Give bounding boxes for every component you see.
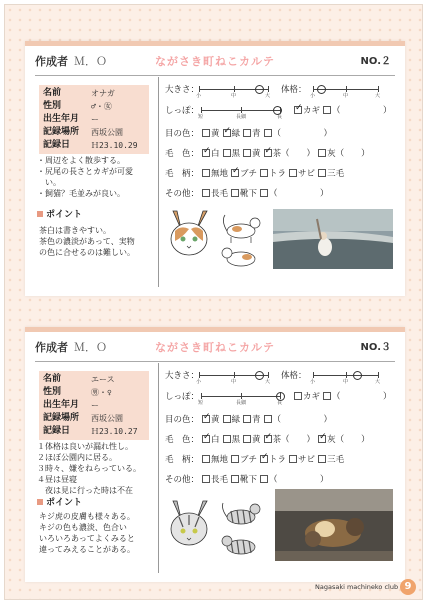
scale-label-longmid: 長細 bbox=[236, 114, 247, 120]
born-label: 出生年月 bbox=[43, 114, 80, 124]
option-label: 長毛 bbox=[211, 189, 229, 199]
body-scale bbox=[310, 369, 381, 385]
tail-extra: （ ） bbox=[332, 392, 392, 402]
point-label: ポイント bbox=[46, 498, 83, 508]
point-line: キジ虎の皮膚も様々ある。 bbox=[39, 512, 135, 521]
point-line: の色に合せるのは難しい。 bbox=[39, 248, 135, 257]
size-marker bbox=[255, 371, 264, 380]
scale-label-big: 大 bbox=[265, 379, 271, 385]
option-label: 無地 bbox=[211, 169, 229, 179]
option-label: 白 bbox=[211, 149, 220, 159]
option-label: 黄 bbox=[252, 435, 261, 445]
place-label: 記録場所 bbox=[43, 413, 80, 423]
born-value: ー bbox=[91, 115, 99, 124]
cat-card-1 bbox=[25, 41, 405, 296]
option-label: 長毛 bbox=[211, 475, 229, 485]
checkbox[interactable] bbox=[223, 129, 231, 137]
author-label: 作成者 bbox=[35, 55, 68, 68]
place-value: 西坂公園 bbox=[91, 128, 123, 137]
tail-row bbox=[165, 104, 199, 116]
option-label: （ ） bbox=[269, 189, 329, 199]
author-label: 作成者 bbox=[35, 341, 68, 354]
option-label: 緑 bbox=[231, 129, 241, 139]
checkbox[interactable] bbox=[260, 475, 268, 483]
other-row bbox=[165, 187, 329, 199]
point-label: ポイント bbox=[46, 210, 83, 220]
note-item: ３時々、嫌をねらっている。 bbox=[37, 464, 141, 473]
checkbox[interactable] bbox=[202, 169, 210, 177]
option-label: トラ bbox=[269, 455, 287, 465]
sex-label: 性別 bbox=[43, 101, 62, 111]
page-background bbox=[4, 4, 423, 600]
size-scale bbox=[196, 369, 271, 385]
place-value: 西坂公園 bbox=[91, 414, 123, 423]
checkbox[interactable] bbox=[243, 149, 251, 157]
checkbox[interactable] bbox=[202, 189, 210, 197]
fur-label: 毛 色： bbox=[165, 149, 200, 159]
card-number: NO.３ bbox=[360, 342, 391, 353]
born-value: ー bbox=[91, 401, 99, 410]
body-marker bbox=[353, 371, 362, 380]
tail-label: しっぽ： bbox=[165, 392, 200, 402]
checkbox[interactable] bbox=[318, 435, 326, 443]
option-label: 灰（ ） bbox=[327, 435, 370, 445]
checkbox[interactable] bbox=[202, 415, 210, 423]
checkbox[interactable] bbox=[264, 149, 272, 157]
point-text bbox=[39, 225, 157, 258]
note-item: ・飼猫？毛並みが良い。 bbox=[37, 189, 125, 198]
tail-extra: （ ） bbox=[332, 106, 392, 116]
checkbox[interactable] bbox=[294, 106, 302, 114]
body-scale bbox=[310, 83, 381, 99]
scale-label-long: 長 bbox=[277, 400, 283, 406]
scale-label-big: 大 bbox=[375, 379, 381, 385]
option-label: 茶（ ） bbox=[272, 435, 316, 445]
size-label: 大きさ： bbox=[165, 85, 200, 95]
size-row bbox=[165, 83, 199, 95]
scale-label-big: 大 bbox=[375, 93, 381, 99]
date-value: Ｈ23.10.27 bbox=[91, 427, 138, 436]
point-line: いろいろあってよくみると bbox=[39, 534, 135, 543]
column-divider bbox=[158, 363, 159, 573]
checkbox[interactable] bbox=[231, 455, 239, 463]
option-label: 灰（ ） bbox=[327, 149, 370, 159]
other-label: その他： bbox=[165, 475, 200, 485]
checkbox[interactable] bbox=[231, 475, 239, 483]
checkbox[interactable] bbox=[223, 435, 231, 443]
checkbox[interactable] bbox=[231, 169, 239, 177]
point-heading bbox=[37, 207, 82, 220]
eye-label: 目の色： bbox=[165, 415, 200, 425]
checkbox[interactable] bbox=[202, 475, 210, 483]
checkbox[interactable] bbox=[318, 455, 326, 463]
scale-label-long: 長 bbox=[277, 114, 283, 120]
scale-label-small: 小 bbox=[310, 93, 316, 99]
checkbox[interactable] bbox=[294, 392, 302, 400]
name-label: 名前 bbox=[43, 88, 62, 98]
pattern-label: 毛 柄： bbox=[165, 169, 200, 179]
checkbox[interactable] bbox=[318, 169, 326, 177]
note-item: ・尻尾の長さとカギが可愛 bbox=[37, 167, 133, 176]
checkbox[interactable] bbox=[243, 435, 251, 443]
scale-label-small: 小 bbox=[310, 379, 316, 385]
header-divider bbox=[35, 75, 395, 76]
card-title: ながさき町ねこカルテ bbox=[155, 341, 275, 354]
body-row bbox=[281, 83, 307, 95]
option-label: 黄 bbox=[211, 129, 220, 139]
checkbox[interactable] bbox=[323, 106, 331, 114]
sex-label: 性別 bbox=[43, 387, 62, 397]
option-label: 黒 bbox=[231, 149, 241, 159]
scale-label-mid: 中 bbox=[231, 93, 237, 99]
checkbox[interactable] bbox=[289, 455, 297, 463]
option-label: サビ bbox=[298, 455, 316, 465]
option-label: 靴下 bbox=[240, 475, 258, 485]
author-line bbox=[35, 54, 107, 70]
checkbox[interactable] bbox=[289, 169, 297, 177]
born-label: 出生年月 bbox=[43, 400, 80, 410]
body-label: 体格： bbox=[281, 85, 307, 95]
author-value: Ｍ．Ｏ bbox=[74, 55, 107, 68]
notes-list bbox=[37, 155, 155, 199]
info-table bbox=[39, 85, 149, 154]
option-label: 青 bbox=[252, 415, 261, 425]
tail-row bbox=[165, 390, 199, 402]
note-item: 夜は見に行った時は不在 bbox=[37, 486, 133, 495]
checkbox[interactable] bbox=[231, 189, 239, 197]
checkbox[interactable] bbox=[223, 149, 231, 157]
checkbox[interactable] bbox=[264, 435, 272, 443]
bullet-square-icon bbox=[37, 499, 43, 505]
size-row bbox=[165, 369, 199, 381]
other-label: その他： bbox=[165, 189, 200, 199]
option-label: サビ bbox=[298, 169, 316, 179]
option-label: 黒 bbox=[231, 435, 241, 445]
scale-label-longmid: 長細 bbox=[236, 400, 247, 406]
scale-label-mid: 中 bbox=[343, 379, 349, 385]
notes-list bbox=[37, 441, 155, 496]
body-row bbox=[281, 369, 307, 381]
scale-label-big: 大 bbox=[265, 93, 271, 99]
date-label: 記録日 bbox=[43, 426, 71, 436]
size-marker bbox=[255, 85, 264, 94]
sex-value: ♂・㊛ bbox=[91, 102, 112, 111]
note-item: い。 bbox=[37, 178, 61, 187]
option-label: 茶（ ） bbox=[272, 149, 316, 159]
option-label: 靴下 bbox=[240, 189, 258, 199]
kagi-label: カギ bbox=[303, 392, 321, 402]
body-label: 体格： bbox=[281, 371, 307, 381]
checkbox[interactable] bbox=[260, 189, 268, 197]
scale-label-small: 小 bbox=[196, 379, 202, 385]
cat-photo bbox=[273, 209, 393, 269]
size-scale bbox=[196, 83, 271, 99]
card-title: ながさき町ねこカルテ bbox=[155, 55, 275, 68]
name-value: オナガ bbox=[91, 89, 115, 98]
footer-club-name: Nagasaki machineko club bbox=[315, 583, 399, 591]
option-label: ブチ bbox=[240, 169, 258, 179]
option-label: （ ） bbox=[269, 475, 329, 485]
card-top-stripe bbox=[25, 41, 405, 46]
cat-photo bbox=[275, 489, 393, 561]
name-label: 名前 bbox=[43, 374, 62, 384]
page-number-badge: 9 bbox=[400, 579, 416, 595]
scale-label-small: 小 bbox=[196, 93, 202, 99]
tail-kagi bbox=[291, 390, 392, 402]
option-label: 三毛 bbox=[327, 455, 345, 465]
place-label: 記録場所 bbox=[43, 127, 80, 137]
header-divider bbox=[35, 361, 395, 362]
point-heading bbox=[37, 495, 82, 508]
card-number: NO.２ bbox=[360, 56, 391, 67]
option-label: （ ） bbox=[272, 129, 333, 139]
tail-label: しっぽ： bbox=[165, 106, 200, 116]
cat-illustration bbox=[167, 201, 267, 271]
option-label: （ ） bbox=[272, 415, 333, 425]
pattern-row bbox=[165, 453, 344, 465]
option-label: 黄 bbox=[252, 149, 261, 159]
date-label: 記録日 bbox=[43, 140, 71, 150]
date-value: Ｈ23.10.29 bbox=[91, 141, 138, 150]
scale-label-mid: 中 bbox=[343, 93, 349, 99]
point-line: キジの色も濃淡、色合い bbox=[39, 523, 127, 532]
option-label: トラ bbox=[269, 169, 287, 179]
checkbox[interactable] bbox=[260, 169, 268, 177]
checkbox[interactable] bbox=[202, 455, 210, 463]
kagi-label: カギ bbox=[303, 106, 321, 116]
tail-scale bbox=[198, 104, 283, 120]
author-line bbox=[35, 340, 107, 356]
note-item: ４昼は昼寝 bbox=[37, 475, 77, 484]
note-item: １体格は良いが漏れ性し。 bbox=[37, 442, 133, 451]
checkbox[interactable] bbox=[202, 129, 210, 137]
point-line: 違ってみえることがある。 bbox=[39, 545, 135, 554]
cat-illustration bbox=[167, 493, 267, 563]
option-label: ブチ bbox=[240, 455, 258, 465]
checkbox[interactable] bbox=[318, 149, 326, 157]
bullet-square-icon bbox=[37, 211, 43, 217]
checkbox[interactable] bbox=[243, 415, 251, 423]
sex-value: ㊚・♀ bbox=[91, 388, 112, 397]
fur-row bbox=[165, 433, 370, 445]
info-table bbox=[39, 371, 149, 440]
fur-row bbox=[165, 147, 370, 159]
fur-label: 毛 色： bbox=[165, 435, 200, 445]
name-value: エース bbox=[91, 375, 115, 384]
size-label: 大きさ： bbox=[165, 371, 200, 381]
checkbox[interactable] bbox=[264, 415, 272, 423]
checkbox[interactable] bbox=[202, 149, 210, 157]
option-label: 緑 bbox=[231, 415, 241, 425]
checkbox[interactable] bbox=[260, 455, 268, 463]
card-top-stripe bbox=[25, 327, 405, 332]
point-line: 茶白は書きやすい。 bbox=[39, 226, 111, 235]
checkbox[interactable] bbox=[202, 435, 210, 443]
checkbox[interactable] bbox=[264, 129, 272, 137]
pattern-label: 毛 柄： bbox=[165, 455, 200, 465]
scale-label-short: 短 bbox=[198, 400, 204, 406]
option-label: 無地 bbox=[211, 455, 229, 465]
author-value: Ｍ．Ｏ bbox=[74, 341, 107, 354]
option-label: 黄 bbox=[211, 415, 220, 425]
point-text bbox=[39, 511, 157, 555]
eye-row bbox=[165, 127, 332, 139]
body-marker bbox=[317, 85, 326, 94]
point-line: 茶色の濃淡があって、実物 bbox=[39, 237, 135, 246]
scale-label-short: 短 bbox=[198, 114, 204, 120]
scale-label-mid: 中 bbox=[231, 379, 237, 385]
eye-label: 目の色： bbox=[165, 129, 200, 139]
note-item: ・周辺をよく散歩する。 bbox=[37, 156, 125, 165]
checkbox[interactable] bbox=[223, 415, 231, 423]
tail-kagi bbox=[291, 104, 392, 116]
cat-card-2 bbox=[25, 327, 405, 582]
option-label: 白 bbox=[211, 435, 220, 445]
checkbox[interactable] bbox=[243, 129, 251, 137]
checkbox[interactable] bbox=[323, 392, 331, 400]
note-item: ２ほぼ公園内に居る。 bbox=[37, 453, 117, 462]
tail-scale bbox=[198, 390, 283, 406]
column-divider bbox=[158, 77, 159, 287]
pattern-row bbox=[165, 167, 344, 179]
option-label: 三毛 bbox=[327, 169, 345, 179]
other-row bbox=[165, 473, 329, 485]
eye-row bbox=[165, 413, 332, 425]
option-label: 青 bbox=[252, 129, 261, 139]
